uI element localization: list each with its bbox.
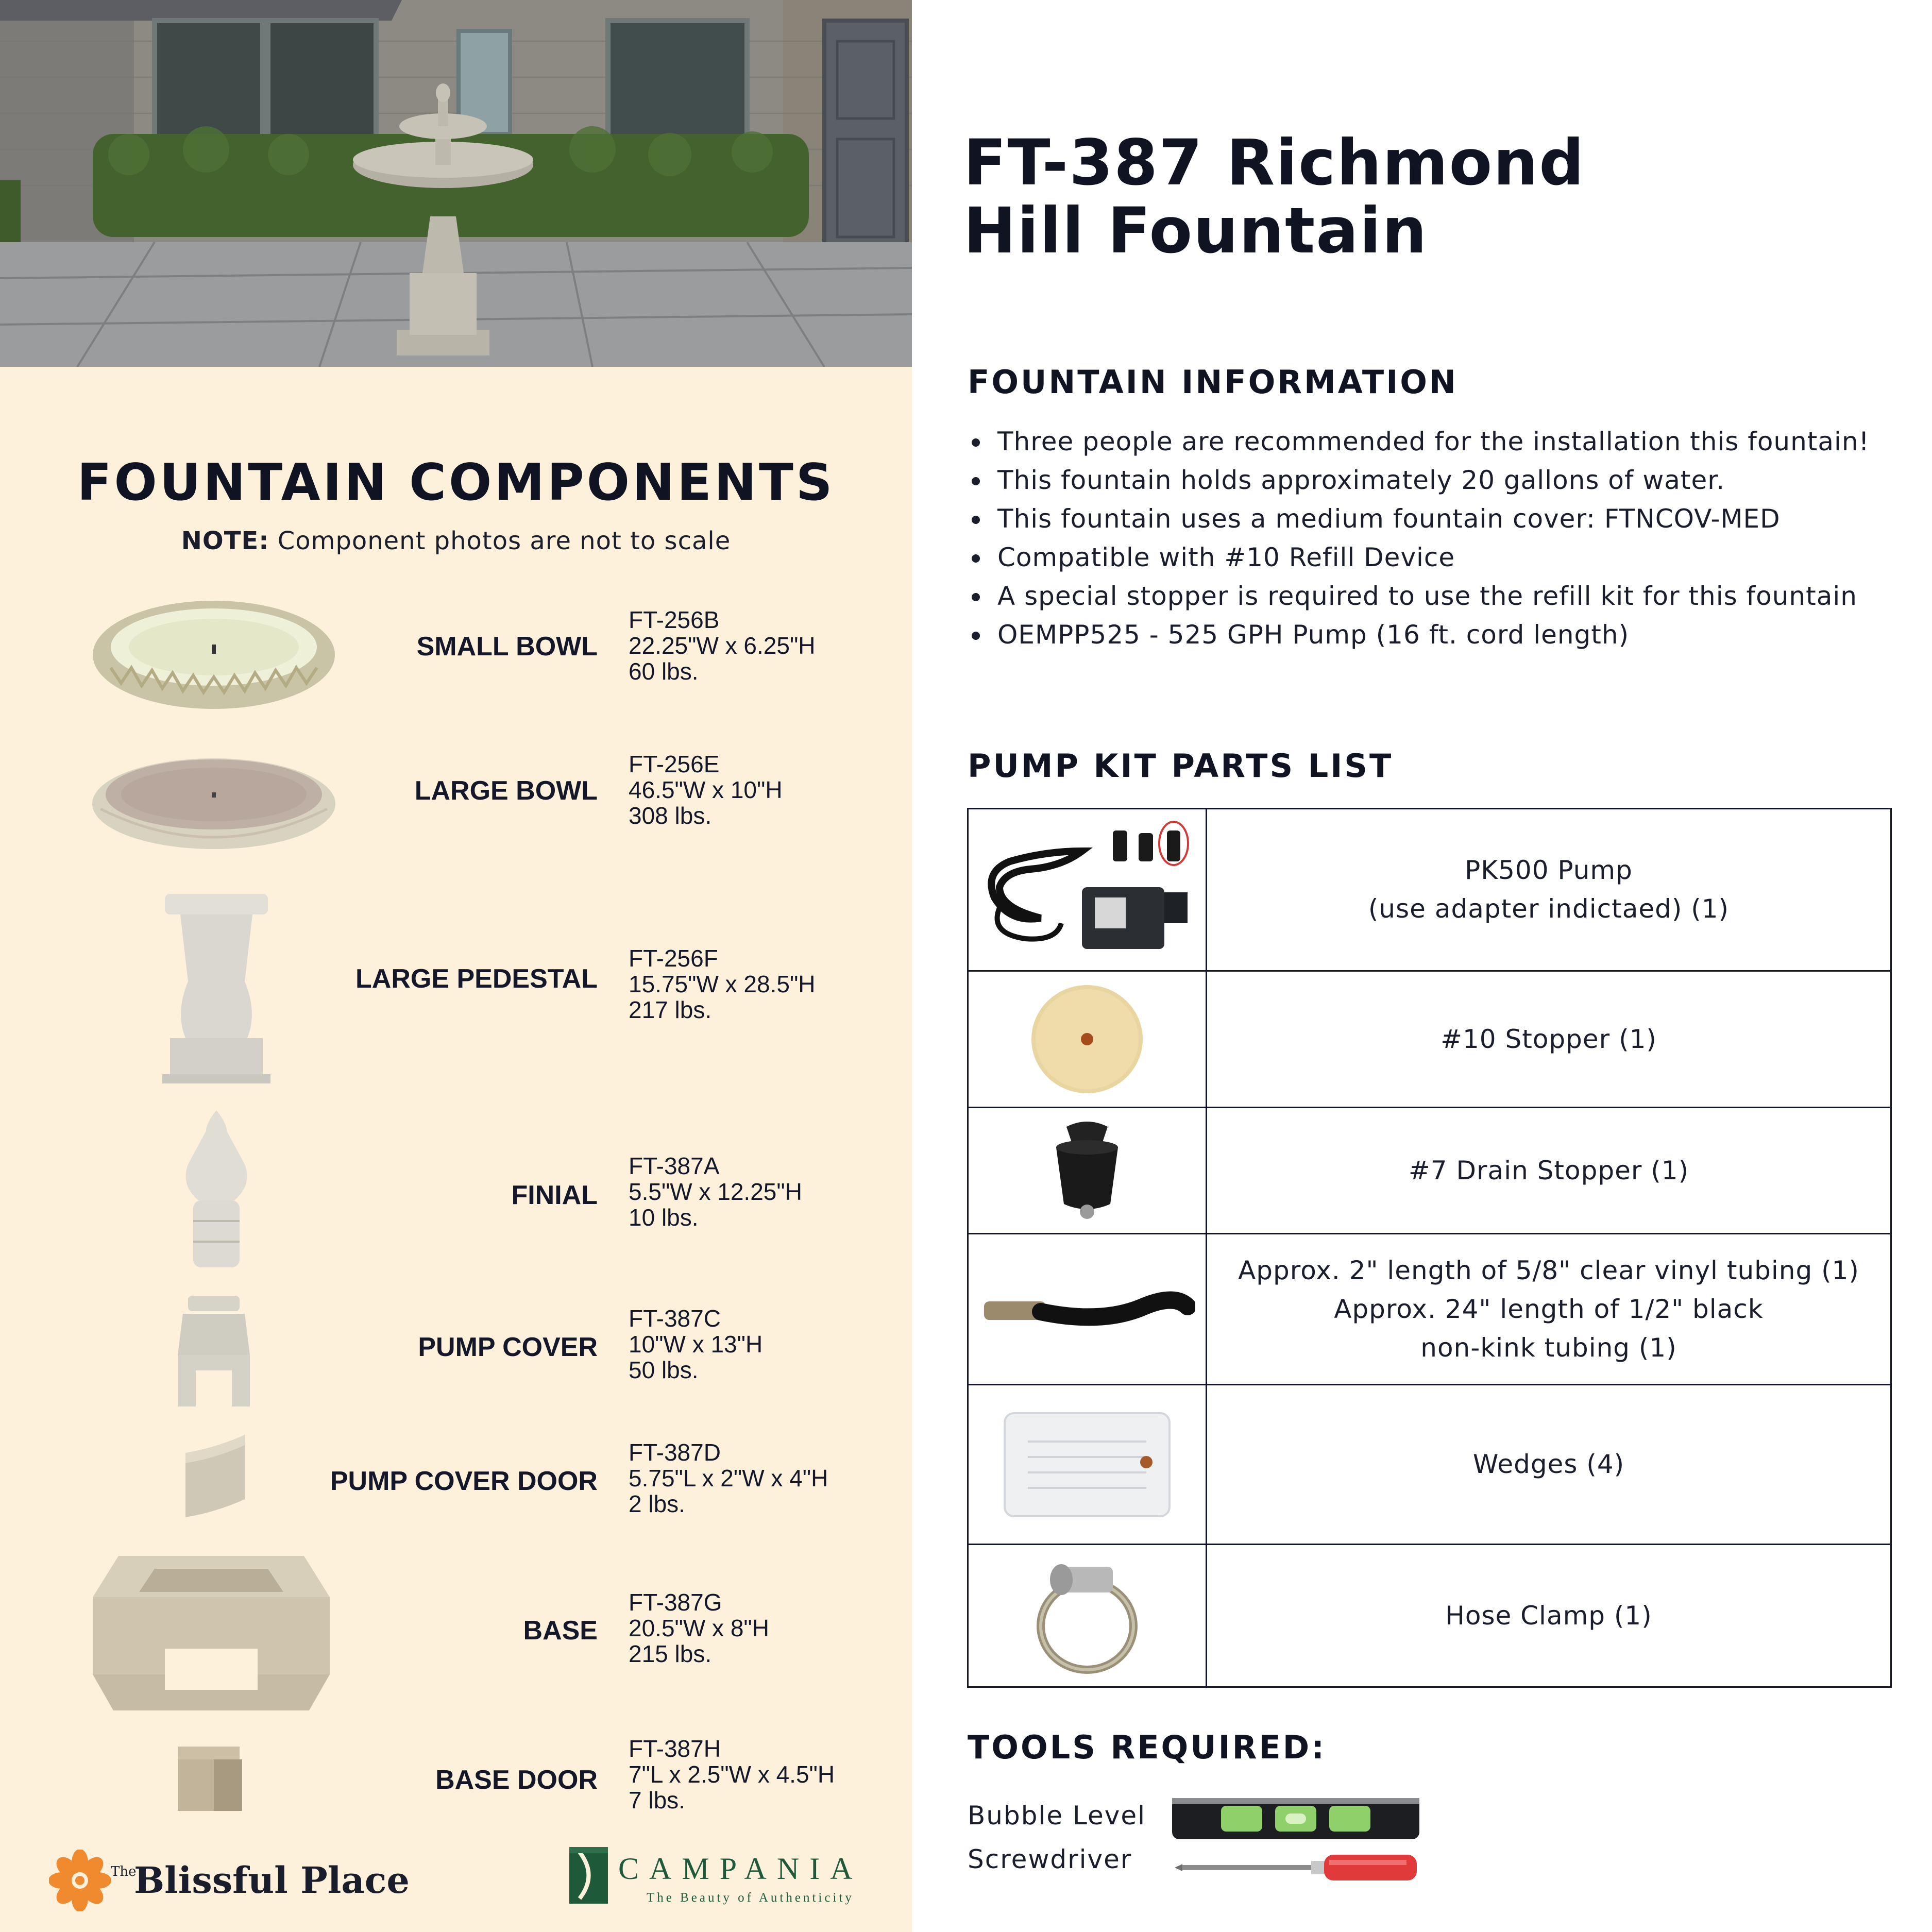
component-code: FT-387D xyxy=(629,1439,721,1466)
component-weight: 217 lbs. xyxy=(629,996,712,1023)
blissful-the: The xyxy=(111,1864,137,1879)
table-row xyxy=(968,809,1891,971)
flower-icon xyxy=(49,1850,111,1911)
part-line: Approx. 24" length of 1/2" black xyxy=(1334,1294,1764,1324)
component-row xyxy=(0,1427,912,1530)
component-code: FT-256B xyxy=(629,606,720,633)
info-bullet: A special stopper is required to use the refill kit for this fountain xyxy=(968,577,1870,616)
drain-stopper-icon xyxy=(968,1108,1207,1234)
component-spec xyxy=(629,1153,802,1230)
pump-cover-door-image xyxy=(180,1432,250,1522)
component-dims: 7"L x 2.5"W x 4.5"H xyxy=(629,1761,835,1788)
component-spec xyxy=(629,607,816,684)
component-name: SMALL BOWL xyxy=(416,632,598,662)
pump-kit-table xyxy=(967,808,1892,1688)
component-row xyxy=(0,1288,912,1412)
table-row xyxy=(968,1108,1891,1234)
component-spec xyxy=(629,945,816,1023)
component-weight: 10 lbs. xyxy=(629,1204,699,1231)
part-line: Approx. 2" length of 5/8" clear vinyl tubing (1) xyxy=(1238,1255,1859,1285)
component-weight: 215 lbs. xyxy=(629,1640,712,1667)
stopper-10-icon xyxy=(968,971,1207,1108)
table-row xyxy=(968,971,1891,1108)
component-row xyxy=(0,737,912,866)
part-description xyxy=(1207,1108,1891,1234)
wedges-icon xyxy=(968,1385,1207,1545)
component-dims: 10"W x 13"H xyxy=(629,1331,763,1358)
components-note xyxy=(0,527,912,555)
info-bullet: Compatible with #10 Refill Device xyxy=(968,538,1870,577)
tool-screwdriver: Screwdriver xyxy=(968,1844,1132,1874)
component-name: BASE DOOR xyxy=(435,1765,598,1795)
part-description xyxy=(1207,1385,1891,1545)
component-name: FINIAL xyxy=(511,1180,598,1210)
pump-cover-image xyxy=(173,1293,255,1412)
component-code: FT-387A xyxy=(629,1153,720,1179)
blissful-name: Blissful Place xyxy=(134,1859,410,1902)
part-line: Hose Clamp (1) xyxy=(1445,1600,1652,1631)
component-code: FT-387H xyxy=(629,1735,721,1762)
campania-emblem-icon xyxy=(567,1844,613,1906)
tools-heading: TOOLS REQUIRED: xyxy=(968,1728,1327,1766)
component-spec xyxy=(629,751,783,828)
finial-image xyxy=(178,1108,255,1273)
part-line: #10 Stopper (1) xyxy=(1440,1024,1657,1054)
info-bullet: This fountain holds approximately 20 gallons of water. xyxy=(968,461,1870,500)
component-dims: 20.5"W x 8"H xyxy=(629,1615,769,1641)
left-panel xyxy=(0,0,912,1932)
part-line: #7 Drain Stopper (1) xyxy=(1408,1155,1689,1185)
component-code: FT-387C xyxy=(629,1305,721,1332)
campania-tagline: The Beauty of Authenticity xyxy=(647,1891,854,1905)
part-description xyxy=(1207,809,1891,971)
campania-logo xyxy=(567,1842,886,1914)
component-weight: 7 lbs. xyxy=(629,1787,685,1814)
part-line: Wedges (4) xyxy=(1472,1449,1625,1479)
info-bullet: This fountain uses a medium fountain cover: FTNCOV-MED xyxy=(968,500,1870,538)
component-row xyxy=(0,592,912,721)
table-row xyxy=(968,1545,1891,1687)
pump-kit-heading: PUMP KIT PARTS LIST xyxy=(968,747,1394,785)
note-text: Component photos are not to scale xyxy=(277,527,731,555)
part-description xyxy=(1207,1234,1891,1385)
table-row xyxy=(968,1234,1891,1385)
component-code: FT-387G xyxy=(629,1589,722,1616)
blissful-place-logo xyxy=(49,1850,410,1911)
info-heading: FOUNTAIN INFORMATION xyxy=(968,363,1458,401)
component-weight: 308 lbs. xyxy=(629,802,712,829)
screwdriver-icon xyxy=(1175,1850,1422,1886)
tubing-icon xyxy=(968,1234,1207,1385)
component-weight: 50 lbs. xyxy=(629,1357,699,1383)
component-dims: 46.5"W x 10"H xyxy=(629,776,783,803)
component-dims: 5.5"W x 12.25"H xyxy=(629,1178,802,1205)
pump-icon xyxy=(968,809,1207,971)
right-panel xyxy=(912,0,1932,1932)
part-description xyxy=(1207,971,1891,1108)
base-door-image xyxy=(175,1744,247,1816)
component-dims: 22.25"W x 6.25"H xyxy=(629,632,816,659)
part-line: non-kink tubing (1) xyxy=(1420,1332,1677,1363)
info-bullet: Three people are recommended for the installation this fountain! xyxy=(968,422,1870,461)
part-line: PK500 Pump xyxy=(1465,855,1633,885)
component-dims: 5.75"L x 2"W x 4"H xyxy=(629,1465,828,1492)
component-spec xyxy=(629,1589,769,1667)
info-bullet: OEMPP525 - 525 GPH Pump (16 ft. cord length) xyxy=(968,616,1870,654)
components-heading: FOUNTAIN COMPONENTS xyxy=(77,453,835,512)
hose-clamp-icon xyxy=(968,1545,1207,1687)
component-code: FT-256E xyxy=(629,751,720,777)
component-name: PUMP COVER DOOR xyxy=(330,1466,598,1496)
part-line: (use adapter indictaed) (1) xyxy=(1368,894,1730,924)
large-pedestal-image xyxy=(160,884,273,1084)
component-name: LARGE PEDESTAL xyxy=(355,964,598,994)
component-name: PUMP COVER xyxy=(418,1332,598,1362)
base-image xyxy=(88,1551,335,1713)
campania-name: CAMPANIA xyxy=(618,1852,863,1886)
fountain-hero-photo xyxy=(0,0,912,367)
component-row xyxy=(0,1103,912,1273)
bubble-level-icon xyxy=(1170,1793,1422,1844)
note-label: NOTE: xyxy=(181,527,269,555)
component-spec xyxy=(629,1439,828,1517)
small-bowl-image xyxy=(90,596,337,714)
component-name: LARGE BOWL xyxy=(414,776,598,806)
component-weight: 2 lbs. xyxy=(629,1490,685,1517)
component-row xyxy=(0,1723,912,1826)
info-list xyxy=(968,422,1870,654)
component-dims: 15.75"W x 28.5"H xyxy=(629,971,816,997)
component-row xyxy=(0,884,912,1090)
table-row xyxy=(968,1385,1891,1545)
component-spec xyxy=(629,1306,762,1383)
component-code: FT-256F xyxy=(629,945,718,972)
page-title: FT-387 Richmond Hill Fountain xyxy=(963,126,1585,267)
tool-bubble-level: Bubble Level xyxy=(968,1801,1146,1831)
component-name: BASE xyxy=(523,1616,598,1646)
part-description xyxy=(1207,1545,1891,1687)
large-bowl-image xyxy=(90,747,337,850)
component-weight: 60 lbs. xyxy=(629,658,699,685)
component-spec xyxy=(629,1736,835,1813)
component-row xyxy=(0,1548,912,1713)
